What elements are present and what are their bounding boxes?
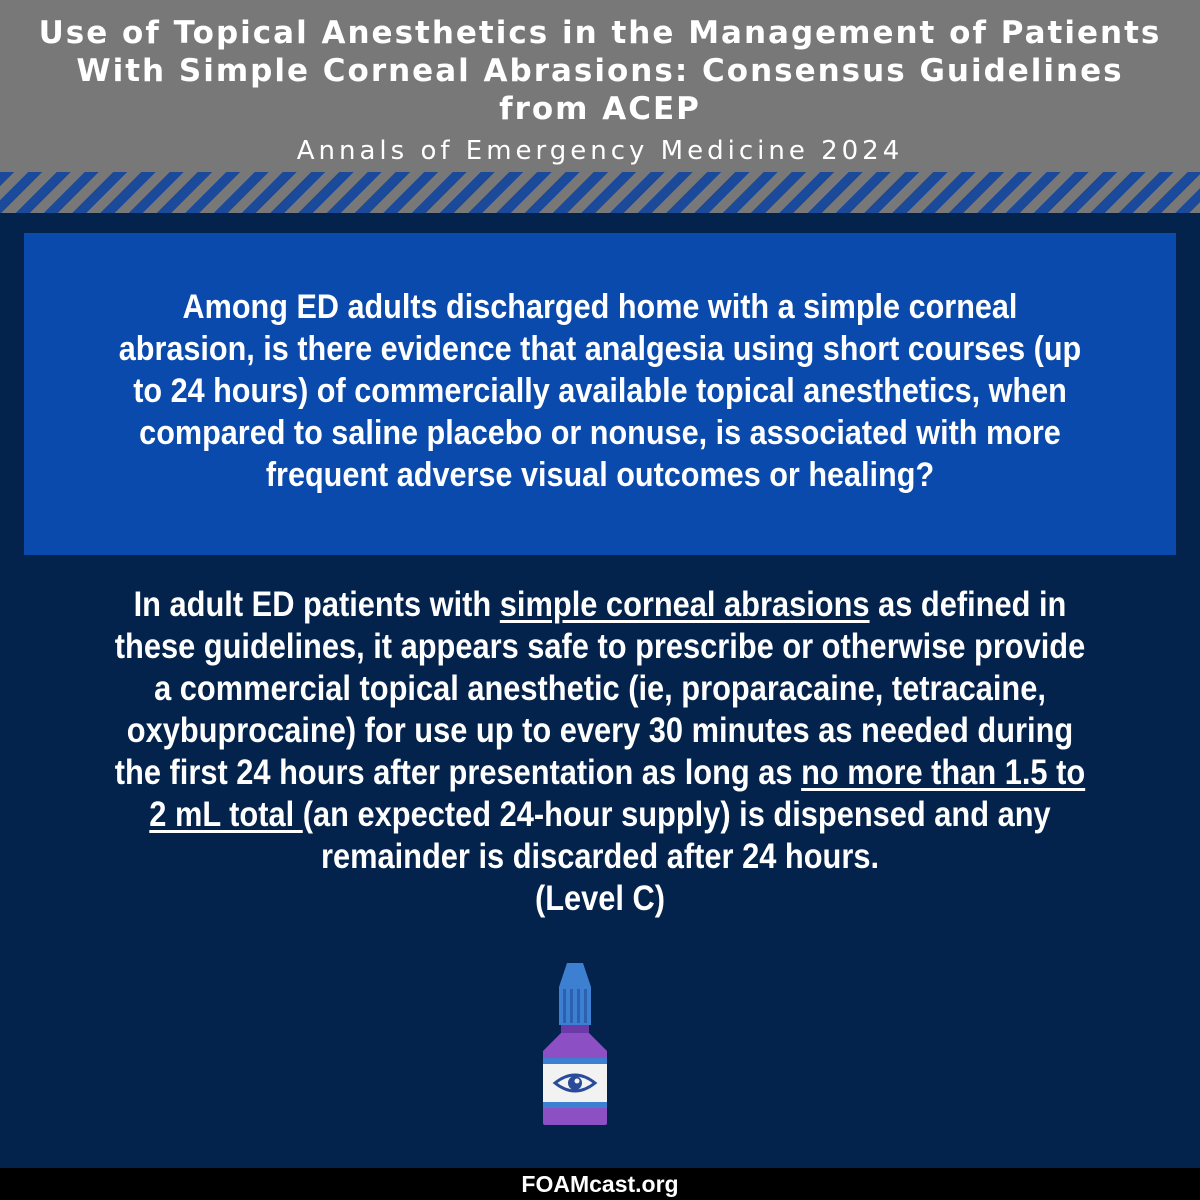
recommendation [72,584,1128,920]
journal-subtitle: Annals of Emergency Medicine 2024 [296,136,904,166]
rec-line-4: oxybuprocaine) for use up to every 30 minutes as needed during [126,711,1074,750]
stripe-divider [0,172,1200,213]
rec-text: (an expected 24-hour supply) is dispensed and any [302,795,1051,834]
rec-line-5 [72,752,1128,794]
footer-site-link[interactable]: FOAMcast.org [521,1171,679,1197]
question-line: abrasion, is there evidence that analgesia using short courses (up [118,330,1082,368]
title-line-3: from ACEP [499,91,701,127]
rec-line-7: remainder is discarded after 24 hours. [320,837,880,876]
page-title [0,14,1200,128]
volume-limit-underlined-cont: 2 mL total [149,795,303,834]
title-line-2: With Simple Corneal Abrasions: Consensus Guidelines [76,53,1124,89]
clinical-question [87,286,1113,496]
rec-line-3: a commercial topical anesthetic (ie, proparacaine, tetracaine, [154,669,1046,708]
volume-limit-underlined: no more than 1.5 to [801,753,1086,792]
rec-line-6 [72,794,1128,836]
rec-line-1 [72,584,1128,626]
title-line-1: Use of Topical Anesthetics in the Management of Patients [38,15,1162,51]
evidence-level: (Level C) [534,879,666,918]
rec-line-2: these guidelines, it appears safe to prescribe or otherwise provide [114,627,1086,666]
question-line: Among ED adults discharged home with a simple corneal [182,288,1018,326]
rec-text: as defined in [869,585,1067,624]
eye-drop-bottle-icon [535,963,615,1128]
question-line: to 24 hours) of commercially available topical anesthetics, when [133,372,1067,410]
simple-corneal-abrasions-underlined: simple corneal abrasions [499,585,870,624]
rec-text: In adult ED patients with [133,585,500,624]
rec-text: the first 24 hours after presentation as long as [114,753,802,792]
question-line: compared to saline placebo or nonuse, is associated with more [139,414,1061,452]
question-line: frequent adverse visual outcomes or healing? [265,456,935,494]
